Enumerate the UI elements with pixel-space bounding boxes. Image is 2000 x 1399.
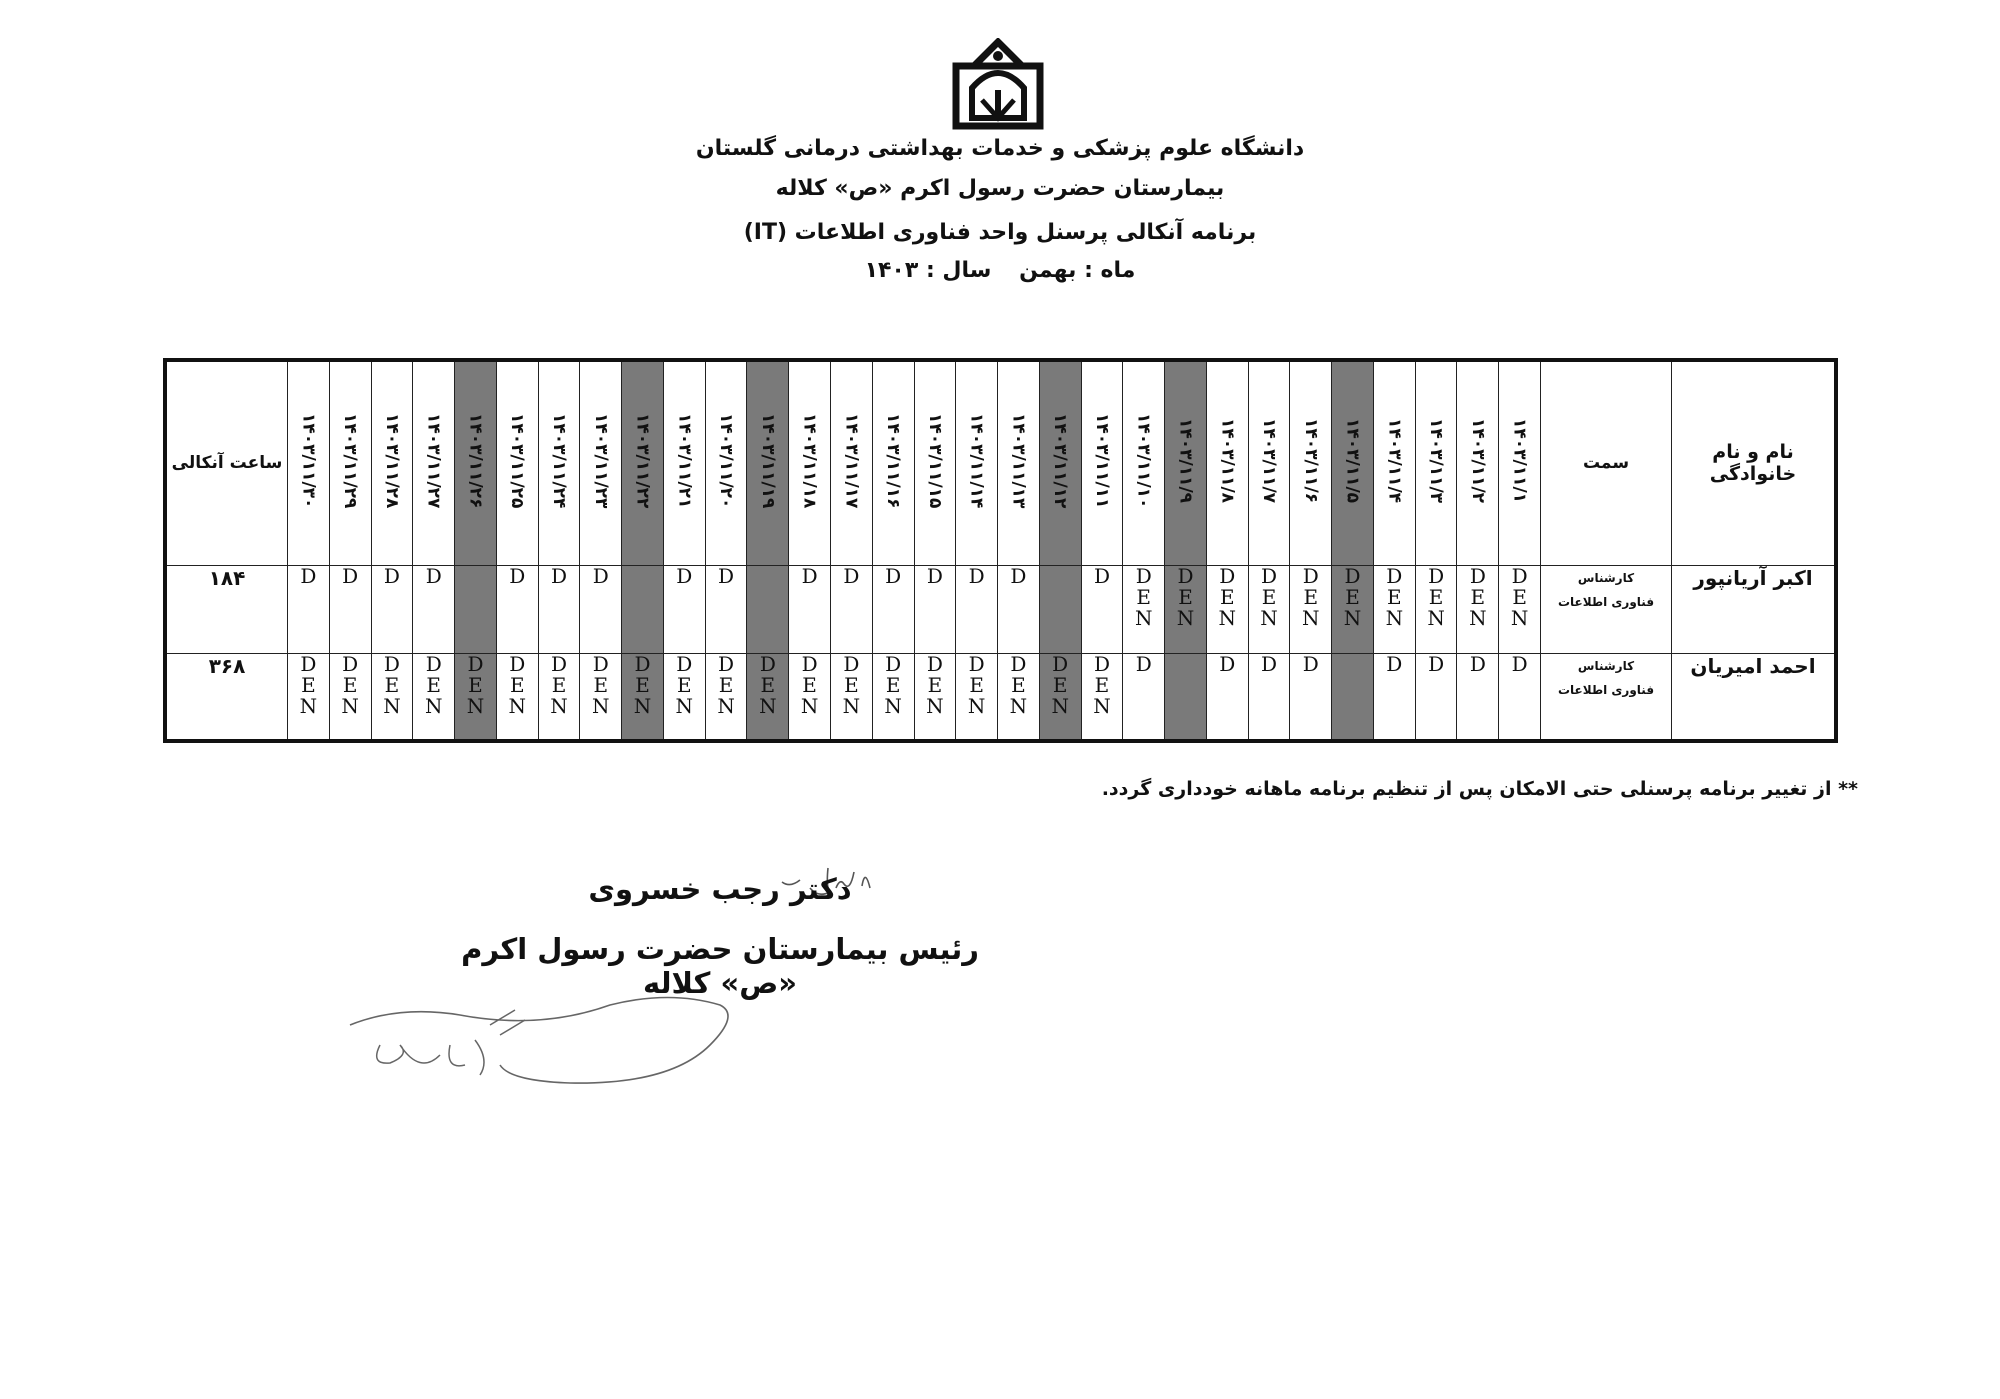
date-label: ۱۴۰۳/۱۱/۴ <box>1384 418 1405 504</box>
header-date <box>622 360 664 565</box>
shift-cell <box>1332 565 1374 653</box>
shift-cell <box>1123 653 1165 741</box>
date-label: ۱۴۰۳/۱۱/۳ <box>1426 418 1447 504</box>
month-label: ماه : بهمن <box>1019 258 1136 283</box>
shift-letter: D <box>634 651 651 676</box>
header-name: نام و نام خانوادگی <box>1672 360 1837 565</box>
oncall-hours: ۳۶۸ <box>165 653 288 741</box>
header-date <box>1165 360 1207 565</box>
date-label: ۱۴۰۳/۱۱/۲۵ <box>507 413 528 509</box>
date-label: ۱۴۰۳/۱۱/۵ <box>1342 418 1363 504</box>
shift-cell <box>1373 565 1415 653</box>
date-label: ۱۴۰۳/۱۱/۲۶ <box>465 413 486 509</box>
shift-letter: D <box>843 651 860 676</box>
shift-cell <box>1248 653 1290 741</box>
header-date <box>1039 360 1081 565</box>
shift-letter: E <box>551 672 567 697</box>
shift-letter: D <box>1177 563 1194 588</box>
shift-cell <box>538 653 580 741</box>
shift-cell <box>998 653 1040 741</box>
date-label: ۱۴۰۳/۱۱/۲۸ <box>381 413 402 509</box>
shift-cell <box>1165 653 1207 741</box>
date-label: ۱۴۰۳/۱۱/۲۴ <box>549 413 569 509</box>
oncall-roster-table <box>163 358 1838 743</box>
shift-cell <box>1081 653 1123 741</box>
shift-letter: N <box>884 693 902 718</box>
shift-cell <box>1290 565 1332 653</box>
header-date <box>1332 360 1374 565</box>
shift-letter: D <box>1302 563 1319 588</box>
header-hours: ساعت آنکالی <box>165 360 288 565</box>
change-note: ** از تغییر برنامه پرسنلی حتی الامکان پس از تنظیم برنامه ماهانه خودداری گردد. <box>1101 778 1858 800</box>
date-label: ۱۴۰۳/۱۱/۳۰ <box>298 413 319 509</box>
shift-cell <box>288 565 330 653</box>
shift-letter: E <box>1261 584 1277 609</box>
shift-letter: D <box>801 651 818 676</box>
shift-letter: N <box>1009 693 1028 718</box>
shift-letter: E <box>1136 584 1152 609</box>
date-label: ۱۴۰۳/۱۱/۲۹ <box>340 413 361 509</box>
header-date <box>1206 360 1248 565</box>
shift-letter: D <box>885 651 902 676</box>
year-label: سال : ۱۴۰۳ <box>864 258 992 283</box>
header-date <box>1457 360 1499 565</box>
shift-cell <box>371 565 413 653</box>
shift-letter: D <box>1511 563 1528 588</box>
shift-cell <box>705 653 747 741</box>
shift-letter: E <box>509 672 525 697</box>
shift-letter: E <box>1219 584 1235 609</box>
shift-letter: D <box>300 563 317 588</box>
header-date <box>496 360 538 565</box>
shift-cell <box>956 565 998 653</box>
shift-letter: D <box>759 651 776 676</box>
shift-letter: D <box>383 563 400 588</box>
shift-letter: D <box>592 651 609 676</box>
shift-cell <box>1499 565 1541 653</box>
date-label: ۱۴۰۳/۱۱/۸ <box>1217 418 1238 504</box>
shift-letter: E <box>1052 672 1068 697</box>
shift-cell <box>747 653 789 741</box>
date-label: ۱۴۰۳/۱۱/۲۲ <box>632 413 653 509</box>
position-line: کارشناس <box>1577 570 1635 585</box>
shift-letter: E <box>342 672 358 697</box>
shift-letter: N <box>1385 605 1404 630</box>
shift-letter: D <box>300 651 317 676</box>
shift-letter: D <box>1386 651 1403 676</box>
shift-letter: D <box>342 651 359 676</box>
shift-letter: D <box>1428 563 1445 588</box>
signature <box>340 985 740 1105</box>
shift-letter: N <box>633 693 652 718</box>
date-label: ۱۴۰۳/۱۱/۲۱ <box>674 413 695 509</box>
shift-letter: E <box>384 672 400 697</box>
shift-letter: D <box>1344 563 1361 588</box>
shift-letter: N <box>1176 605 1195 630</box>
shift-letter: D <box>550 651 568 676</box>
shift-letter: E <box>844 672 859 697</box>
date-label: ۱۴۰۳/۱۱/۹ <box>1175 418 1196 504</box>
shift-letter: N <box>1302 605 1320 630</box>
shift-cell <box>1332 653 1374 741</box>
table-body <box>165 565 1836 741</box>
shift-letter: E <box>1094 672 1110 697</box>
date-label: ۱۴۰۳/۱۱/۲ <box>1467 418 1488 504</box>
header-position: سمت <box>1541 360 1672 565</box>
shift-cell <box>1206 565 1248 653</box>
shift-letter: E <box>635 672 650 697</box>
shift-letter: E <box>927 672 943 697</box>
shift-cell <box>1165 565 1207 653</box>
shift-letter: E <box>1178 584 1193 609</box>
header-date <box>329 360 371 565</box>
shift-letter: D <box>592 563 609 588</box>
shift-cell <box>538 565 580 653</box>
shift-letter: D <box>676 563 693 588</box>
shift-letter: N <box>967 693 986 718</box>
shift-letter: E <box>969 672 984 697</box>
header-date <box>914 360 956 565</box>
shift-cell <box>1206 653 1248 741</box>
shift-letter: E <box>885 672 901 697</box>
shift-cell <box>1457 565 1499 653</box>
shift-letter: D <box>843 563 860 588</box>
date-label: ۱۴۰۳/۱۱/۱۵ <box>924 413 945 509</box>
date-label: ۱۴۰۳/۱۱/۱۳ <box>1008 413 1029 509</box>
shift-letter: N <box>1343 605 1362 630</box>
header-date <box>1248 360 1290 565</box>
shift-letter: D <box>1093 563 1110 588</box>
shift-letter: N <box>842 693 861 718</box>
shift-cell <box>496 653 538 741</box>
table-row <box>165 653 1836 741</box>
header-date <box>872 360 914 565</box>
shift-letter: N <box>800 693 819 718</box>
shift-letter: D <box>1469 651 1486 676</box>
shift-letter: D <box>676 651 693 676</box>
shift-letter: E <box>426 672 442 697</box>
header-date <box>830 360 872 565</box>
shift-cell <box>1039 565 1081 653</box>
shift-letter: N <box>926 693 944 718</box>
shift-letter: N <box>1093 693 1111 718</box>
shift-cell <box>1039 653 1081 741</box>
shift-cell <box>830 565 872 653</box>
shift-cell <box>914 565 956 653</box>
shift-letter: E <box>593 672 609 697</box>
header-date <box>705 360 747 565</box>
shift-cell <box>580 565 622 653</box>
shift-letter: N <box>341 693 359 718</box>
shift-letter: D <box>926 563 943 588</box>
shift-letter: D <box>509 651 526 676</box>
shift-letter: D <box>1219 651 1236 676</box>
shift-letter: D <box>467 651 484 676</box>
date-label: ۱۴۰۳/۱۱/۱۱ <box>1091 413 1112 509</box>
position-line: کارشناس <box>1577 658 1635 673</box>
shift-letter: N <box>424 693 443 718</box>
date-label: ۱۴۰۳/۱۱/۲۷ <box>423 413 444 509</box>
shift-letter: E <box>1387 584 1402 609</box>
table-row <box>165 565 1836 653</box>
shift-cell <box>998 565 1040 653</box>
header-date <box>1373 360 1415 565</box>
shift-cell <box>1415 565 1457 653</box>
hospital-name: بیمارستان حضرت رسول اکرم «ص» کلاله <box>775 176 1225 201</box>
shift-cell <box>789 653 831 741</box>
shift-letter: D <box>968 651 985 676</box>
date-label: ۱۴۰۳/۱۱/۲۳ <box>590 413 611 509</box>
shift-letter: D <box>926 651 943 676</box>
date-label: ۱۴۰۳/۱۱/۷ <box>1259 418 1280 504</box>
shift-letter: N <box>1134 605 1153 630</box>
shift-letter: N <box>299 693 318 718</box>
shift-letter: E <box>468 672 483 697</box>
shift-cell <box>1499 653 1541 741</box>
header-date <box>789 360 831 565</box>
shift-cell <box>288 653 330 741</box>
shift-letter: D <box>1469 563 1486 588</box>
shift-cell <box>1123 565 1165 653</box>
staff-name: احمد امیریان <box>1672 653 1837 741</box>
date-label: ۱۴۰۳/۱۱/۱۲ <box>1050 413 1071 509</box>
university-logo <box>952 38 1044 130</box>
header-date <box>1123 360 1165 565</box>
shift-cell <box>914 653 956 741</box>
shift-letter: E <box>1470 584 1486 609</box>
signer-title: رئیس بیمارستان حضرت رسول اکرم «ص» کلاله <box>461 932 979 1000</box>
shift-letter: E <box>677 672 692 697</box>
staff-position <box>1541 565 1672 653</box>
shift-letter: D <box>1511 651 1528 676</box>
header-date <box>288 360 330 565</box>
shift-cell <box>1457 653 1499 741</box>
shift-cell <box>622 653 664 741</box>
shift-letter: N <box>717 693 735 718</box>
period-line <box>600 258 1400 284</box>
header-date <box>747 360 789 565</box>
shift-cell <box>496 565 538 653</box>
shift-letter: N <box>466 693 485 718</box>
shift-letter: N <box>550 693 568 718</box>
shift-cell <box>663 653 705 741</box>
shift-cell <box>872 653 914 741</box>
shift-cell <box>622 565 664 653</box>
date-label: ۱۴۰۳/۱۱/۱ <box>1509 418 1530 504</box>
shift-letter: D <box>1261 563 1278 588</box>
header-date <box>1499 360 1541 565</box>
shift-letter: D <box>1135 651 1152 676</box>
shift-cell <box>1248 565 1290 653</box>
shift-cell <box>830 653 872 741</box>
shift-cell <box>1415 653 1457 741</box>
shift-cell <box>956 653 998 741</box>
shift-letter: E <box>1303 584 1319 609</box>
date-label: ۱۴۰۳/۱۱/۶ <box>1300 418 1321 504</box>
shift-letter: D <box>383 651 400 676</box>
shift-letter: D <box>342 563 359 588</box>
header-date <box>538 360 580 565</box>
date-label: ۱۴۰۳/۱۱/۱۷ <box>841 413 862 509</box>
date-label: ۱۴۰۳/۱۱/۲۰ <box>716 413 737 509</box>
shift-letter: D <box>718 651 735 676</box>
shift-letter: D <box>1052 651 1069 676</box>
date-label: ۱۴۰۳/۱۱/۱۰ <box>1133 413 1154 509</box>
shift-letter: D <box>1010 651 1027 676</box>
shift-letter: D <box>550 563 568 588</box>
header-date <box>1415 360 1457 565</box>
position-line: فناوری اطلاعات <box>1557 594 1655 609</box>
shift-letter: N <box>383 693 401 718</box>
header-date <box>1290 360 1332 565</box>
staff-position <box>1541 653 1672 741</box>
shift-letter: D <box>1302 651 1319 676</box>
shift-letter: D <box>1219 563 1236 588</box>
shift-cell <box>1081 565 1123 653</box>
shift-cell <box>580 653 622 741</box>
staff-name: اکبر آریانپور <box>1672 565 1837 653</box>
university-name: دانشگاه علوم پزشکی و خدمات بهداشتی درمانی گلستان <box>695 136 1305 161</box>
date-label: ۱۴۰۳/۱۱/۱۶ <box>883 413 904 509</box>
shift-cell <box>1290 653 1332 741</box>
shift-letter: N <box>1218 605 1236 630</box>
shift-letter: N <box>1051 693 1069 718</box>
header-date <box>663 360 705 565</box>
shift-letter: D <box>509 563 526 588</box>
shift-letter: D <box>425 651 442 676</box>
shift-letter: E <box>718 672 734 697</box>
shift-letter: D <box>1135 563 1152 588</box>
shift-letter: E <box>1512 584 1527 609</box>
header-date <box>998 360 1040 565</box>
shift-cell <box>413 653 455 741</box>
date-label: ۱۴۰۳/۱۱/۱۸ <box>799 413 820 509</box>
shift-cell <box>413 565 455 653</box>
shift-letter: D <box>801 563 818 588</box>
shift-letter: D <box>968 563 985 588</box>
shift-letter: N <box>508 693 526 718</box>
shift-letter: E <box>1428 584 1444 609</box>
date-label: ۱۴۰۳/۱۱/۱۹ <box>757 413 778 509</box>
shift-cell <box>663 565 705 653</box>
shift-letter: E <box>760 672 776 697</box>
shift-letter: D <box>1093 651 1110 676</box>
shift-cell <box>789 565 831 653</box>
shift-letter: N <box>1260 605 1278 630</box>
shift-letter: D <box>1010 563 1027 588</box>
header-date <box>371 360 413 565</box>
oncall-hours: ۱۸۴ <box>165 565 288 653</box>
shift-letter: D <box>1261 651 1278 676</box>
header-date <box>455 360 497 565</box>
shift-letter: E <box>1011 672 1026 697</box>
shift-letter: E <box>1345 584 1360 609</box>
shift-letter: D <box>1386 563 1403 588</box>
shift-letter: N <box>1510 605 1529 630</box>
header-date <box>956 360 998 565</box>
shift-cell <box>1373 653 1415 741</box>
shift-letter: D <box>718 563 735 588</box>
shift-letter: D <box>425 563 442 588</box>
shift-letter: N <box>592 693 610 718</box>
date-label: ۱۴۰۳/۱۱/۱۴ <box>966 413 987 509</box>
header-date <box>580 360 622 565</box>
position-line: فناوری اطلاعات <box>1557 682 1655 697</box>
program-title: برنامه آنکالی پرسنل واحد فناوری اطلاعات (IT) <box>743 220 1257 245</box>
shift-cell <box>705 565 747 653</box>
shift-letter: N <box>1427 605 1445 630</box>
shift-cell <box>371 653 413 741</box>
header-date <box>1081 360 1123 565</box>
shift-letter: N <box>1469 605 1487 630</box>
shift-cell <box>329 565 371 653</box>
shift-cell <box>329 653 371 741</box>
shift-cell <box>455 653 497 741</box>
shift-cell <box>455 565 497 653</box>
table-header-row <box>165 360 1836 565</box>
shift-letter: E <box>301 672 316 697</box>
signer-name: دکتر رجب خسروی <box>588 872 852 906</box>
shift-letter: N <box>759 693 777 718</box>
shift-letter: D <box>1428 651 1445 676</box>
shift-letter: N <box>675 693 694 718</box>
shift-letter: E <box>802 672 817 697</box>
shift-cell <box>872 565 914 653</box>
header-date <box>413 360 455 565</box>
shift-cell <box>747 565 789 653</box>
shift-letter: D <box>885 563 902 588</box>
